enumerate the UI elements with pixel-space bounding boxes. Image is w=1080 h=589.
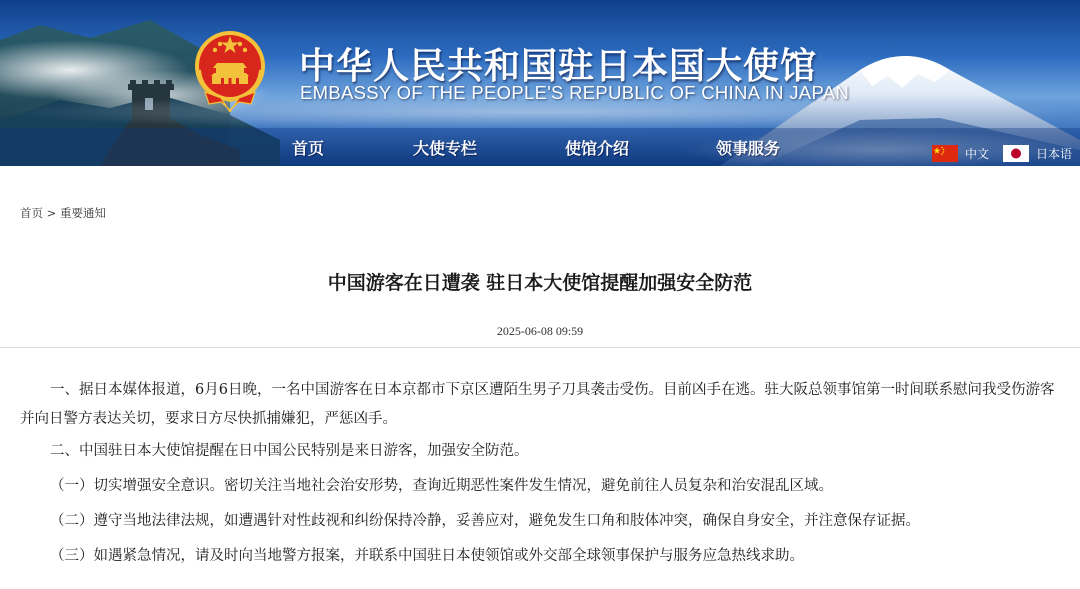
article-paragraph: 二、中国驻日本大使馆提醒在日中国公民特别是来日游客，加强安全防范。: [50, 443, 529, 459]
nav-home[interactable]: 首页: [292, 139, 325, 158]
language-switch-chinese[interactable]: [932, 144, 989, 162]
article-paragraph: （三）如遇紧急情况，请及时向当地警方报案，并联系中国驻日本使领馆或外交部全球领事保护与服务应急热线求助。: [50, 548, 804, 564]
article-paragraph: （二）遵守当地法律法规，如遭遇针对性歧视和纠纷保持冷静，妥善应对，避免发生口角和肢体冲突，确保自身安全，并注意保存证据。: [50, 513, 920, 529]
nav-embassy-introduction[interactable]: 使馆介绍: [565, 139, 630, 158]
main-navigation: [0, 136, 1080, 160]
article-paragraph: 一、据日本媒体报道，6月6日晚，一名中国游客在日本京都市下京区遭陌生男子刀具袭击受伤。目前凶手在逃。驻大阪总领事馆第一时间联系慰问我受伤游客并向日警方表达关切，要求日方尽快抓捕嫌犯，严惩凶手。: [20, 382, 1055, 427]
nav-ambassador-column[interactable]: 大使专栏: [413, 139, 478, 158]
national-emblem-icon: [191, 28, 269, 112]
title-divider: [0, 347, 1080, 348]
header-banner: [0, 0, 1080, 166]
breadcrumb-home-link[interactable]: 首页: [20, 206, 43, 220]
cn-flag-icon: [932, 145, 958, 162]
site-title-chinese: 中华人民共和国驻日本国大使馆: [299, 46, 818, 87]
site-title-english: EMBASSY OF THE PEOPLE'S REPUBLIC OF CHINA IN JAPAN: [300, 82, 850, 103]
article-title: 中国游客在日遭袭 驻日本大使馆提醒加强安全防范: [327, 272, 753, 294]
breadcrumb: [20, 205, 106, 221]
language-switch-japanese[interactable]: [1003, 144, 1072, 162]
breadcrumb-current-link[interactable]: 重要通知: [59, 206, 106, 220]
article-body: [20, 376, 1060, 571]
jp-flag-icon: [1003, 145, 1029, 162]
breadcrumb-separator: >: [46, 206, 57, 220]
article-paragraph: （一）切实增强安全意识。密切关注当地社会治安形势，查询近期恶性案件发生情况，避免前往人员复杂和治安混乱区域。: [50, 478, 833, 494]
language-label-japanese: 日本语: [1036, 146, 1073, 161]
nav-consular-services[interactable]: 领事服务: [716, 139, 781, 158]
article-date: 2025-06-08 09:59: [496, 324, 584, 338]
language-label-chinese: 中文: [965, 146, 990, 161]
